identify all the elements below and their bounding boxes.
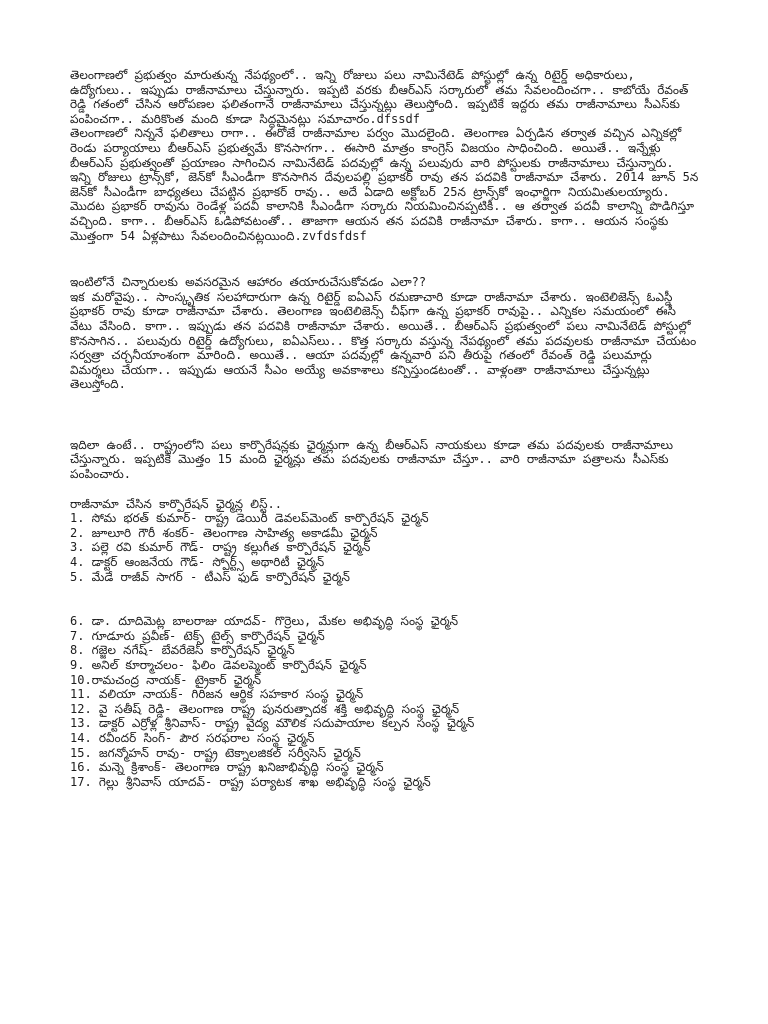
chairman-list-part-2 [70, 614, 700, 789]
paragraph-corporations: ఇదిలా ఉంటే.. రాష్ట్రంలోని పలు కార్పొరేషన్లకు ఛైర్మన్లుగా ఉన్న బీఆర్ఎస్ నాయకులు కూడా తమ పదవులకు రాజీనామాలు చేస్తున్నారు. ఇప్పటికే మొత్తం 15 మంది ఛైర్మన్లు తమ పదవులకు రాజీనామా చేస్తూ.. వారి రాజీనామా పత్రాలను సీఎస్‌కు పంపించారు. [70, 437, 673, 482]
list-item: 10.రామచంద్ర నాయక్- ట్రైకార్ ఛైర్మన్ [70, 672, 261, 687]
list-item: 17. గెల్లు శ్రీనివాస్ యాదవ్- రాష్ట్ర పర్యాటక శాఖ అభివృద్ధి సంస్థ ఛైర్మన్ [70, 774, 431, 789]
list-item: 14. రవీందర్ సింగ్- పౌర సరఫరాల సంస్థ ఛైర్మన్ [70, 730, 315, 745]
subheading: ఇంటిలోనే చిన్నారులకు అవసరమైన ఆహారం తయారుచేసుకోవడం ఎలా?? [70, 275, 427, 290]
paragraph-results: తెలంగాణలో నిన్ననే ఫలితాలు రాగా.. ఈరోజే రాజీనామాల పర్వం మొదలైంది. తెలంగాణ ఏర్పడిన తర్వాత వచ్చిన ఎన్నికల్లో రెండు పర్యాయాలు బీఆర్ఎస్ ప్రభుత్వమే కొనసాగగా.. ఈసారి మాత్రం కాంగ్రెస్ విజయం సాధించింది. అయితే.. ఇన్నేళ్లు బీఆర్ఎస్ ప్రభుత్వంతో ప్రయాణం సాగించిన నామినేటెడ్ పదవుల్లో ఉన్న పలువురు వారి పోస్టులకు రాజీనామాలు చేస్తున్నారు. ఇన్ని రోజులు ట్రాన్స్‌కో, జెన్‌కో సీఎండీగా కొనసాగిన దేవులపల్లి ప్రభాకర్ రావు తన పదవికి రాజీనామా చేశారు. 2014 జూన్ 5న జెన్‌కో సీఎండీగా బాధ్యతలు చేపట్టిన ప్రభాకర్ రావు.. అదే ఏడాది అక్టోబర్ 25న ట్రాన్స్‌కో ఇంఛార్జిగా నియమితులయ్యారు. మొదట ప్రభాకర్ రావును రెండేళ్ల పదవీ కాలానికి సీఎండీగా సర్కారు నియమించినప్పటికీ.. ఆ తర్వాత పదవీ కాలాన్ని పొడిగిస్తూ వచ్చింది. కాగా.. బీఆర్ఎస్ ఓడిపోవటంతో.. తాజాగా ఆయన తన పదవికి రాజీనామా చేశారు. కాగా.. ఆయన సంస్థకు మొత్తంగా 54 ఏళ్లపాటు సేవలందించినట్లయింది.zvfdsfdsf [70, 126, 699, 243]
chairman-list-part-1 [70, 511, 700, 584]
list-item: 2. జూలూరి గౌరీ శంకర్- తెలంగాణ సాహిత్య అకాడమీ ఛైర్మన్ [70, 525, 378, 540]
paragraph-resignations: ఇక మరోవైపు.. సాంస్కృతిక సలహాదారుగా ఉన్న రిటైర్డ్ ఐఏఎస్ రమణాచారి కూడా రాజీనామా చేశారు. ఇంటెలిజెన్స్ ఓఎస్డీ ప్రభాకర్ రావు కూడా రాజీనామా చేశారు. తెలంగాణ ఇంటెలిజెన్స్ చీఫ్‌గా ఉన్న ప్రభాకర్ రావుపై.. ఎన్నికల సమయంలో ఈసీ వేటు వేసింది. కాగా.. ఇప్పుడు తన పదవికి రాజీనామా చేశారు. అయితే.. బీఆర్ఎస్ ప్రభుత్వంలో పలు నామినేటెడ్ పోస్టుల్లో కొనసాగిన.. పలువురు రిటైర్డ్ ఉద్యోగులు, ఐఏఎస్‌లు.. కొత్త సర్కారు వస్తున్న నేపథ్యంలో తమ పదవులకు రాజీనామా చేయటం సర్వత్రా చర్చనీయాంశంగా మారింది. అయితే.. ఆయా పదవుల్లో ఉన్నవారి పని తీరుపై గతంలో రేవంత్ రెడ్డి పలుమార్లు విమర్శలు చేయగా.. ఇప్పుడు ఆయనే సీఎం అయ్యే అవకాశాలు కన్పిస్తుండటంతో.. వాళ్లంతా రాజీనామాలు చేస్తున్నట్లు తెలుస్తోంది. [70, 289, 697, 392]
list-item: 12. వై సతీష్ రెడ్డి- తెలంగాణ రాష్ట్ర పునరుత్పాదక శక్తి అభివృద్ధి సంస్థ ఛైర్మన్ [70, 701, 460, 716]
list-item: 3. పల్లె రవి కుమార్ గౌడ్- రాష్ట్ర కల్లుగీత కార్పొరేషన్ ఛైర్మన్ [70, 540, 371, 555]
list-item: 6. డా. దూదిమెట్ల బాలరాజు యాదవ్- గొర్రెలు, మేకల అభివృద్ధి సంస్థ ఛైర్మన్ [70, 614, 458, 629]
list-item: 8. గజ్జెల నగేష్- బేవరేజెస్ కార్పొరేషన్ ఛైర్మన్ [70, 643, 295, 658]
list-item: 16. మన్నె క్రిశాంక్- తెలంగాణ రాష్ట్ర ఖనిజాభివృద్ధి సంస్థ ఛైర్మన్ [70, 760, 384, 775]
list-heading: రాజీనామా చేసిన కార్పొరేషన్ ఛైర్మన్ల లిస్ట్.. [70, 496, 282, 511]
list-item: 7. గూడూరు ప్రవీణ్- టెక్స్ టైల్స్ కార్పొరేషన్ ఛైర్మన్ [70, 628, 325, 643]
article-body [70, 68, 700, 789]
list-item: 11. వలియా నాయక్- గిరిజన ఆర్థిక సహకార సంస్థ ఛైర్మన్ [70, 687, 364, 702]
list-item: 4. డాక్టర్ ఆంజనేయ గౌడ్- స్పోర్ట్స్ అథారిటీ ఛైర్మన్ [70, 555, 325, 570]
list-item: 13. డాక్టర్ ఎర్రోళ్ల శ్రీనివాస్- రాష్ట్ర వైద్య మౌలిక సదుపాయాల కల్పన సంస్థ ఛైర్మన్ [70, 716, 475, 731]
list-item: 15. జగన్మోహన్ రావు- రాష్ట్ర టెక్నాలజికల్ సర్వీసెస్ ఛైర్మన్ [70, 745, 361, 760]
list-item: 5. మేడే రాజీవ్ సాగర్ - టీఎస్ ఫుడ్ కార్పొరేషన్ ఛైర్మన్ [70, 569, 350, 584]
list-item: 9. అనిల్ కూర్మాచలం- ఫిలిం డెవలప్మెంట్ కార్పొరేషన్ ఛైర్మన్ [70, 658, 367, 672]
list-item: 1. సోమ భరత్ కుమార్- రాష్ట్ర డెయిరీ డెవలప్‌మెంట్ కార్పొరేషన్ ఛైర్మన్ [70, 511, 429, 526]
paragraph-intro: తెలంగాణలో ప్రభుత్వం మారుతున్న నేపథ్యంలో.. ఇన్ని రోజులు పలు నామినేటెడ్ పోస్టుల్లో ఉన్న రిటైర్డ్ అధికారులు, ఉద్యోగులు.. ఇప్పుడు రాజీనామాలు చేస్తున్నారు. ఇప్పటి వరకు బీఆర్ఎస్ సర్కారులో తమ సేవలందించగా.. కాబోయే రేవంత్ రెడ్డి గతంలో చేసిన ఆరోపణల ఫలితంగానే రాజీనామాలు చేస్తున్నట్లు తెలుస్తోంది. ఇప్పటికే ఇద్దరు తమ రాజీనామాలు సీఎస్‌కు పంపించగా.. మరికొంత మంది కూడా సిద్ధమైనట్లు సమాచారం.dfssdf [70, 68, 689, 126]
